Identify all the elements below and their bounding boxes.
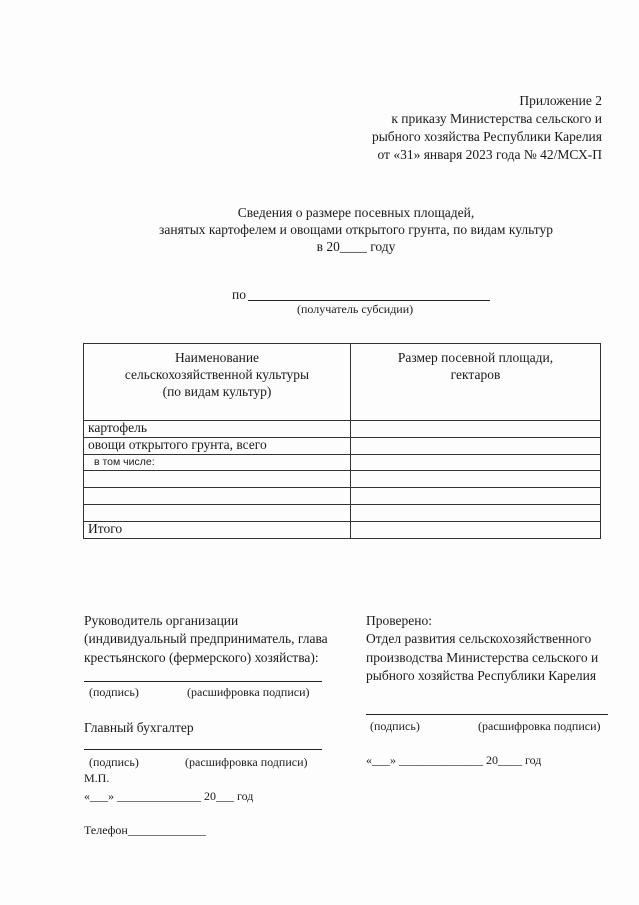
head-line-3: крестьянского (фермерского) хозяйства): xyxy=(84,650,319,665)
row-value xyxy=(351,488,601,505)
row-label-empty xyxy=(84,488,351,505)
appendix-line-4: от «31» января 2023 года № 42/МСХ-П xyxy=(377,147,602,162)
row-label-including: в том числе: xyxy=(84,455,351,471)
appendix-line-3: рыбного хозяйства Республики Карелия xyxy=(371,129,602,144)
header-crop-name: Наименование сельскохозяйственной культуры (по видам культур) xyxy=(84,344,351,421)
recipient-line xyxy=(248,300,490,301)
row-label-empty xyxy=(84,505,351,522)
table-row xyxy=(84,438,601,455)
decode-caption: (расшифровка подписи) xyxy=(187,685,310,699)
table-row xyxy=(84,455,601,471)
row-label-potato: картофель xyxy=(84,421,351,438)
recipient-caption: (получатель субсидии) xyxy=(297,302,414,316)
accountant-signature-caption: (подпись) xyxy=(89,755,139,769)
appendix-line-1: Приложение 2 xyxy=(519,93,602,108)
dept-line-3: рыбного хозяйства Республики Карелия xyxy=(366,668,597,683)
right-signature-line xyxy=(366,714,608,715)
left-date: «___» ______________ 20___ год xyxy=(84,789,254,803)
title-line-1: Сведения о размере посевных площадей, xyxy=(237,205,475,220)
row-label-vegetables: овощи открытого грунта, всего xyxy=(84,438,351,455)
table-row xyxy=(84,488,601,505)
right-date: «___» ______________ 20____ год xyxy=(366,753,542,767)
table-row xyxy=(84,505,601,522)
dept-line-2: производства Министерства сельского и xyxy=(366,650,599,665)
row-label-total: Итого xyxy=(84,522,351,539)
right-decode-caption: (расшифровка подписи) xyxy=(478,719,601,733)
head-line-2: (индивидуальный предприниматель, глава xyxy=(84,631,328,646)
signature-line xyxy=(84,681,322,682)
head-line-1: Руководитель организации xyxy=(84,613,239,628)
row-value xyxy=(351,421,601,438)
appendix-line-2: к приказу Министерства сельского и xyxy=(391,111,602,126)
table-row xyxy=(84,421,601,438)
phone-label: Телефон_____________ xyxy=(84,823,206,837)
row-value xyxy=(351,471,601,488)
crops-table xyxy=(83,343,601,539)
right-signature-caption: (подпись) xyxy=(370,719,420,733)
row-value xyxy=(351,505,601,522)
table-row xyxy=(84,471,601,488)
signature-caption: (подпись) xyxy=(89,685,139,699)
row-value xyxy=(351,522,601,539)
header-area: Размер посевной площади, гектаров xyxy=(351,344,601,421)
table-header-row xyxy=(84,344,601,421)
row-value xyxy=(351,438,601,455)
title-line-3: в 20____ году xyxy=(316,239,396,254)
row-label-empty xyxy=(84,471,351,488)
checked-label: Проверено: xyxy=(366,613,433,628)
accountant-decode-caption: (расшифровка подписи) xyxy=(185,755,308,769)
table-total-row xyxy=(84,522,601,539)
accountant-signature-line xyxy=(84,749,322,750)
accountant-label: Главный бухгалтер xyxy=(84,720,194,735)
row-value xyxy=(351,455,601,471)
title-line-2: занятых картофелем и овощами открытого грунта, по видам культур xyxy=(159,222,553,237)
recipient-prefix: по xyxy=(232,287,246,302)
stamp-label: М.П. xyxy=(84,771,110,785)
dept-line-1: Отдел развития сельскохозяйственного xyxy=(366,631,592,646)
